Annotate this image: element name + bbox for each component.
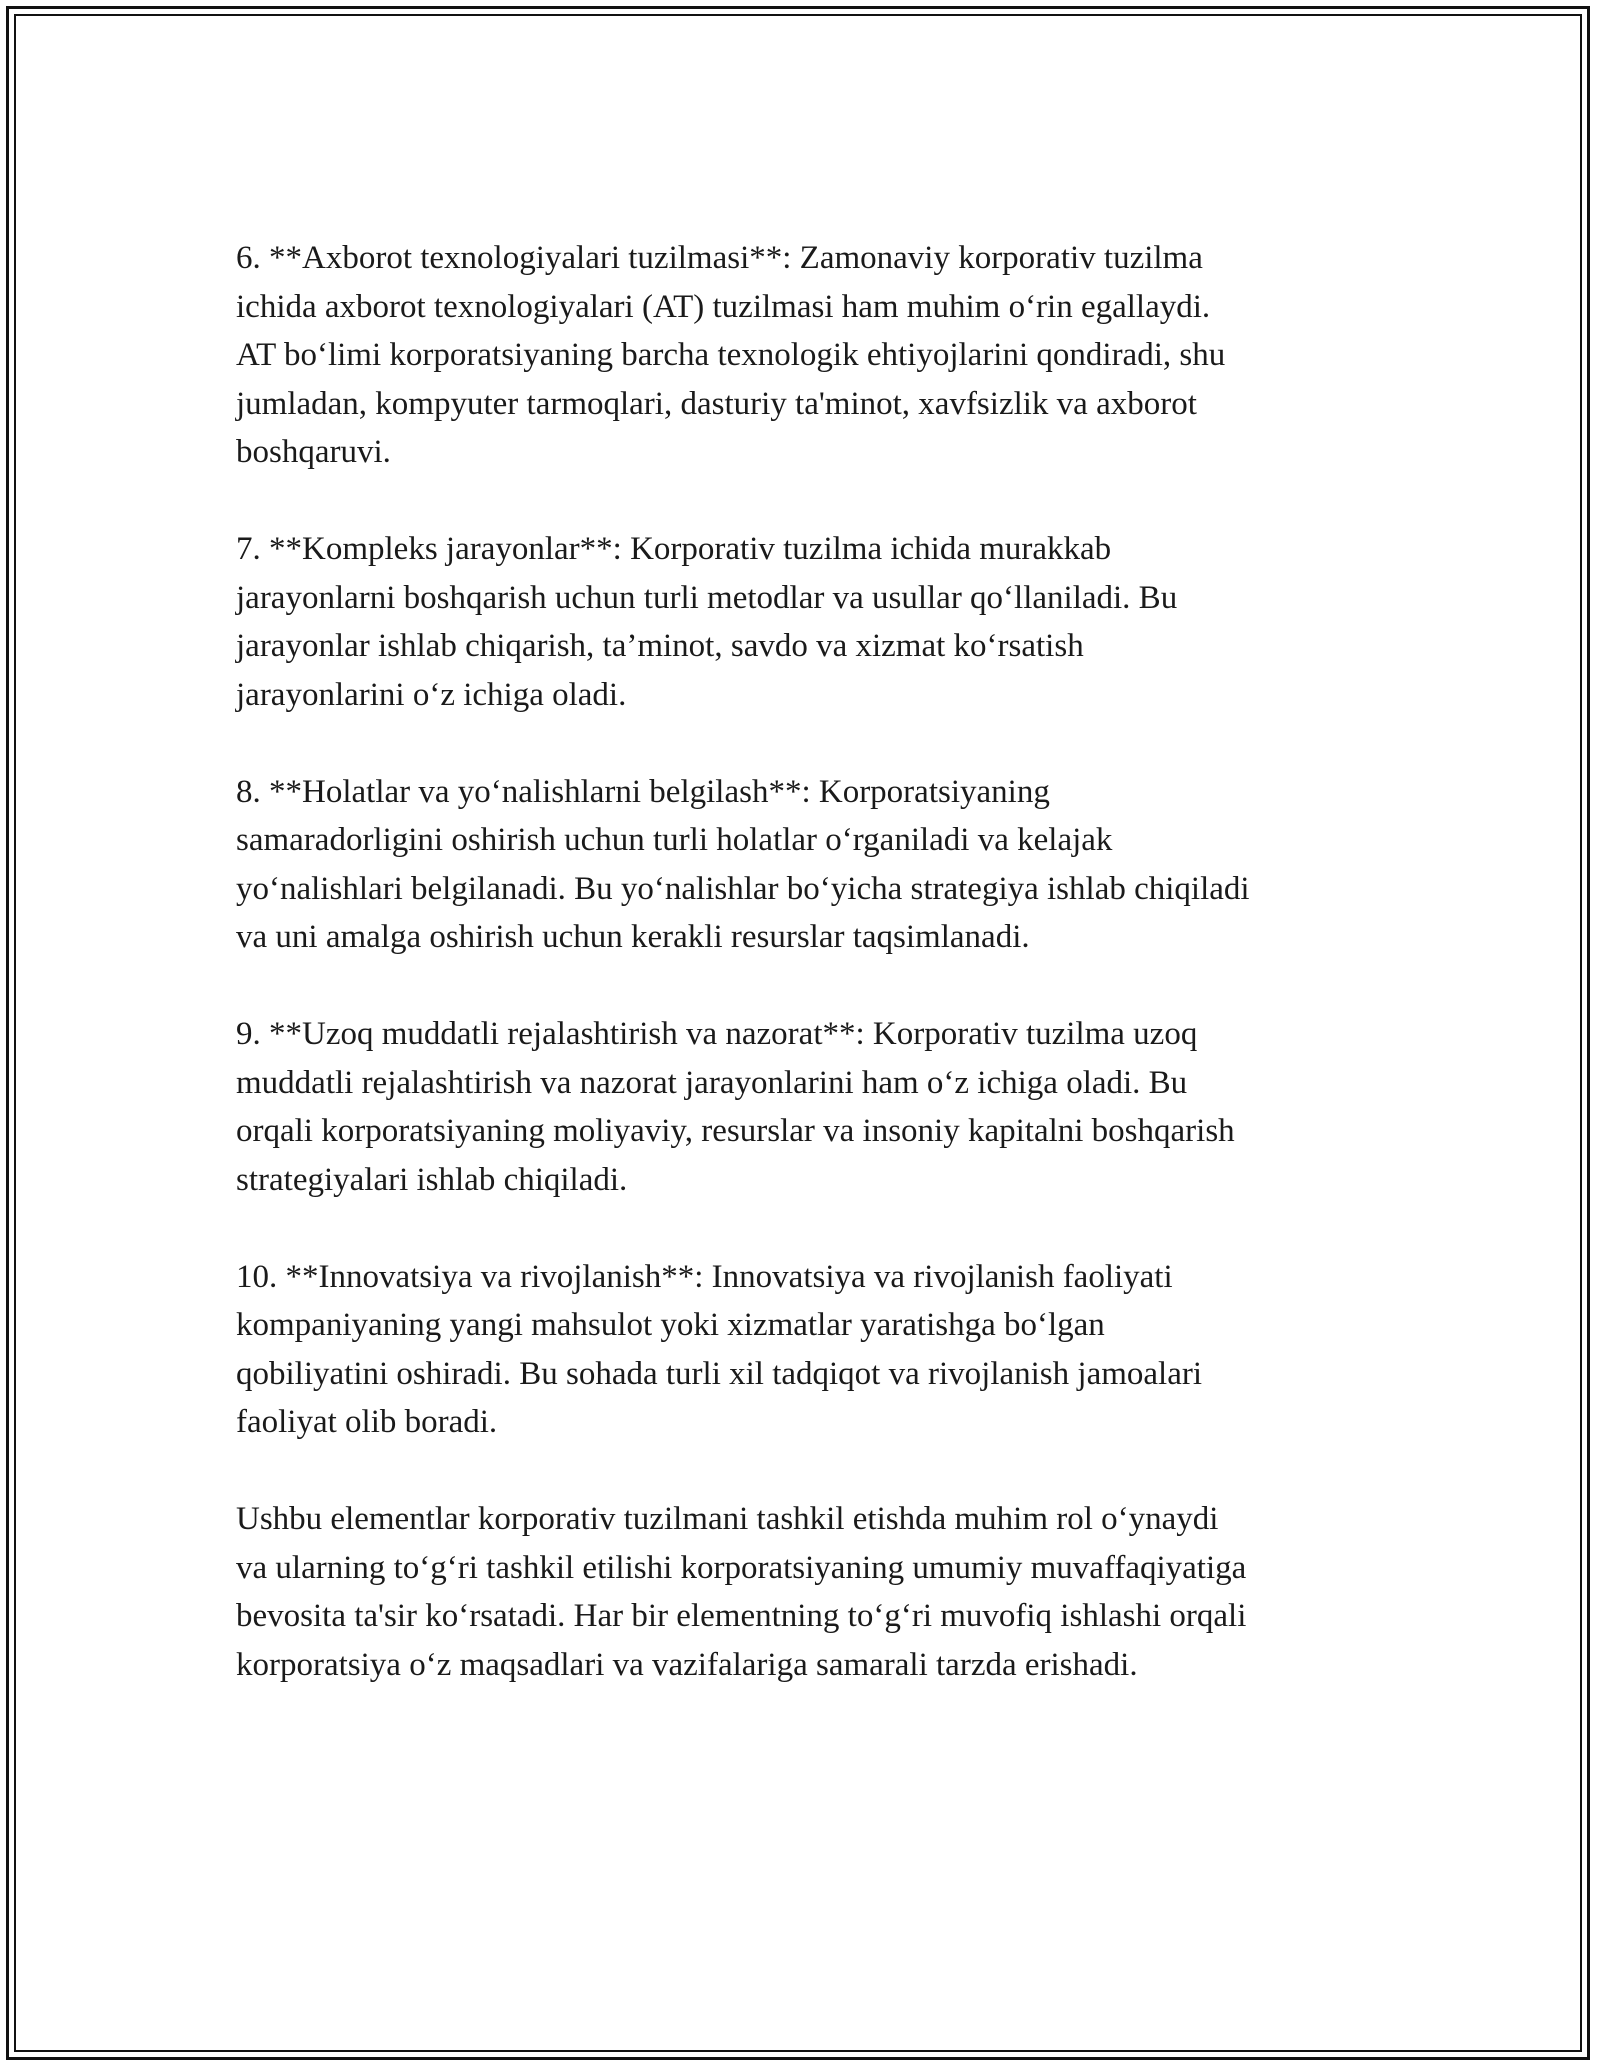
document-body bbox=[236, 234, 1366, 1738]
paragraph-item-10: 10. **Innovatsiya va rivojlanish**: Innovatsiya va rivojlanish faoliyati kompaniyaning yangi mahsulot yoki xizmatlar yaratishga bo‘lgan qobiliyatini oshiradi. Bu sohada turli xil tadqiqot va rivojlanish jamoalari faoliyat olib boradi. bbox=[236, 1258, 1203, 1440]
paragraph-item-6: 6. **Axborot texnologiyalari tuzilmasi**: Zamonaviy korporativ tuzilma ichida axborot texnologiyalari (AT) tuzilmasi ham muhim o‘rin egallaydi. AT bo‘limi korporatsiyaning barcha texnologik ehtiyojlarini qondiradi, shu jumladan, kompyuter tarmoqlari, dasturiy ta'minot, xavfsizlik va axborot boshqaruvi. bbox=[236, 240, 1226, 470]
paragraph-conclusion: Ushbu elementlar korporativ tuzilmani tashkil etishda muhim rol o‘ynaydi va ularning to‘g‘ri tashkil etilishi korporatsiyaning umumiy muvaffaqiyatiga bevosita ta'sir ko‘rsatadi. Har bir elementning to‘g‘ri muvofiq ishlashi orqali korporatsiya o‘z maqsadlari va vazifalariga samarali tarzda erishadi. bbox=[236, 1501, 1247, 1683]
paragraph-item-7: 7. **Kompleks jarayonlar**: Korporativ tuzilma ichida murakkab jarayonlarni boshqarish uchun turli metodlar va usullar qo‘llaniladi. Bu jarayonlar ishlab chiqarish, ta’minot, savdo va xizmat ko‘rsatish jarayonlarini o‘z ichiga oladi. bbox=[236, 531, 1178, 713]
paragraph-item-9: 9. **Uzoq muddatli rejalashtirish va nazorat**: Korporativ tuzilma uzoq muddatli rejalashtirish va nazorat jarayonlarini ham o‘z ichiga oladi. Bu orqali korporatsiyaning moliyaviy, resurslar va insoniy kapitalni boshqarish strategiyalari ishlab chiqiladi. bbox=[236, 1016, 1235, 1198]
paragraph-item-8: 8. **Holatlar va yo‘nalishlarni belgilash**: Korporatsiyaning samaradorligini oshirish uchun turli holatlar o‘rganiladi va kelajak yo‘nalishlari belgilanadi. Bu yo‘nalishlar bo‘yicha strategiya ishlab chiqiladi va uni amalga oshirish uchun kerakli resurslar taqsimlanadi. bbox=[236, 773, 1250, 955]
